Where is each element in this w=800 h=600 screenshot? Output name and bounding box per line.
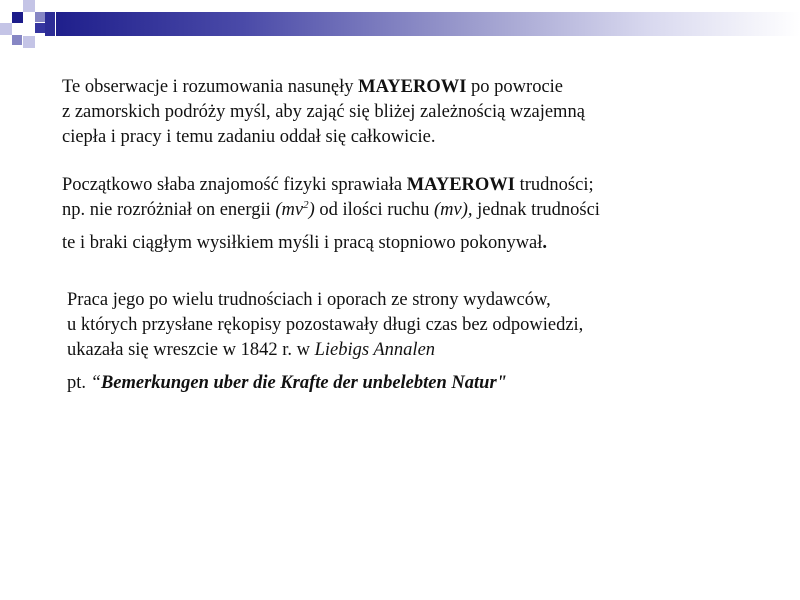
header-gradient-bar xyxy=(56,12,800,36)
decor-square xyxy=(0,23,12,35)
text-run: “ xyxy=(90,373,101,393)
paragraph-2 xyxy=(62,173,762,256)
paragraph-1 xyxy=(62,75,762,150)
decor-square xyxy=(12,12,23,23)
text-run: Te obserwacje i rozumowania nasunęły xyxy=(62,77,359,97)
journal-title: Liebigs Annalen xyxy=(314,340,436,360)
text-run: np. nie rozróżniał on energii xyxy=(62,200,276,220)
text-run: od ilości ruchu xyxy=(314,200,434,220)
text-run: . xyxy=(542,233,548,253)
text-line xyxy=(67,371,767,396)
bold-name: MAYEROWI xyxy=(406,175,515,195)
text-line xyxy=(62,173,762,198)
text-run: (mv xyxy=(275,200,304,220)
text-run: pt. xyxy=(67,373,91,393)
text-line xyxy=(67,338,767,363)
text-line: z zamorskich podróży myśl, aby zająć się bliżej zależnością wzajemną xyxy=(62,102,585,122)
text-line xyxy=(62,198,762,223)
decor-square xyxy=(12,35,22,45)
text-run: jednak trudności xyxy=(472,200,600,220)
text-line xyxy=(62,231,762,256)
paragraph-3 xyxy=(67,288,767,396)
bold-name: MAYEROWI xyxy=(358,77,467,97)
superscript: 2 xyxy=(303,199,309,211)
text-run: trudności; xyxy=(515,175,594,195)
text-run: po powrocie xyxy=(466,77,564,97)
decor-square xyxy=(23,36,35,48)
text-run: Początkowo słaba znajomość fizyki sprawiała xyxy=(62,175,407,195)
text-run: ukazała się wreszcie w 1842 r. w xyxy=(67,340,315,360)
text-run: ) xyxy=(308,200,315,220)
decor-square xyxy=(45,12,55,36)
decor-square xyxy=(35,12,45,22)
decor-square xyxy=(23,0,35,12)
work-title: Bemerkungen uber die Krafte der unbelebten Natur" xyxy=(100,373,507,393)
decor-square xyxy=(35,23,45,33)
text-line xyxy=(62,75,762,100)
text-line: Praca jego po wielu trudnościach i oporach ze strony wydawców, xyxy=(67,290,551,310)
formula-momentum: (mv), xyxy=(433,200,473,220)
formula-energy xyxy=(275,200,314,220)
text-line: u których przysłane rękopisy pozostawały długi czas bez odpowiedzi, xyxy=(67,315,584,335)
text-run: te i braki ciągłym wysiłkiem myśli i pracą stopniowo pokonywał xyxy=(62,233,543,253)
text-line: ciepła i pracy i temu zadaniu oddał się całkowicie. xyxy=(62,127,436,147)
